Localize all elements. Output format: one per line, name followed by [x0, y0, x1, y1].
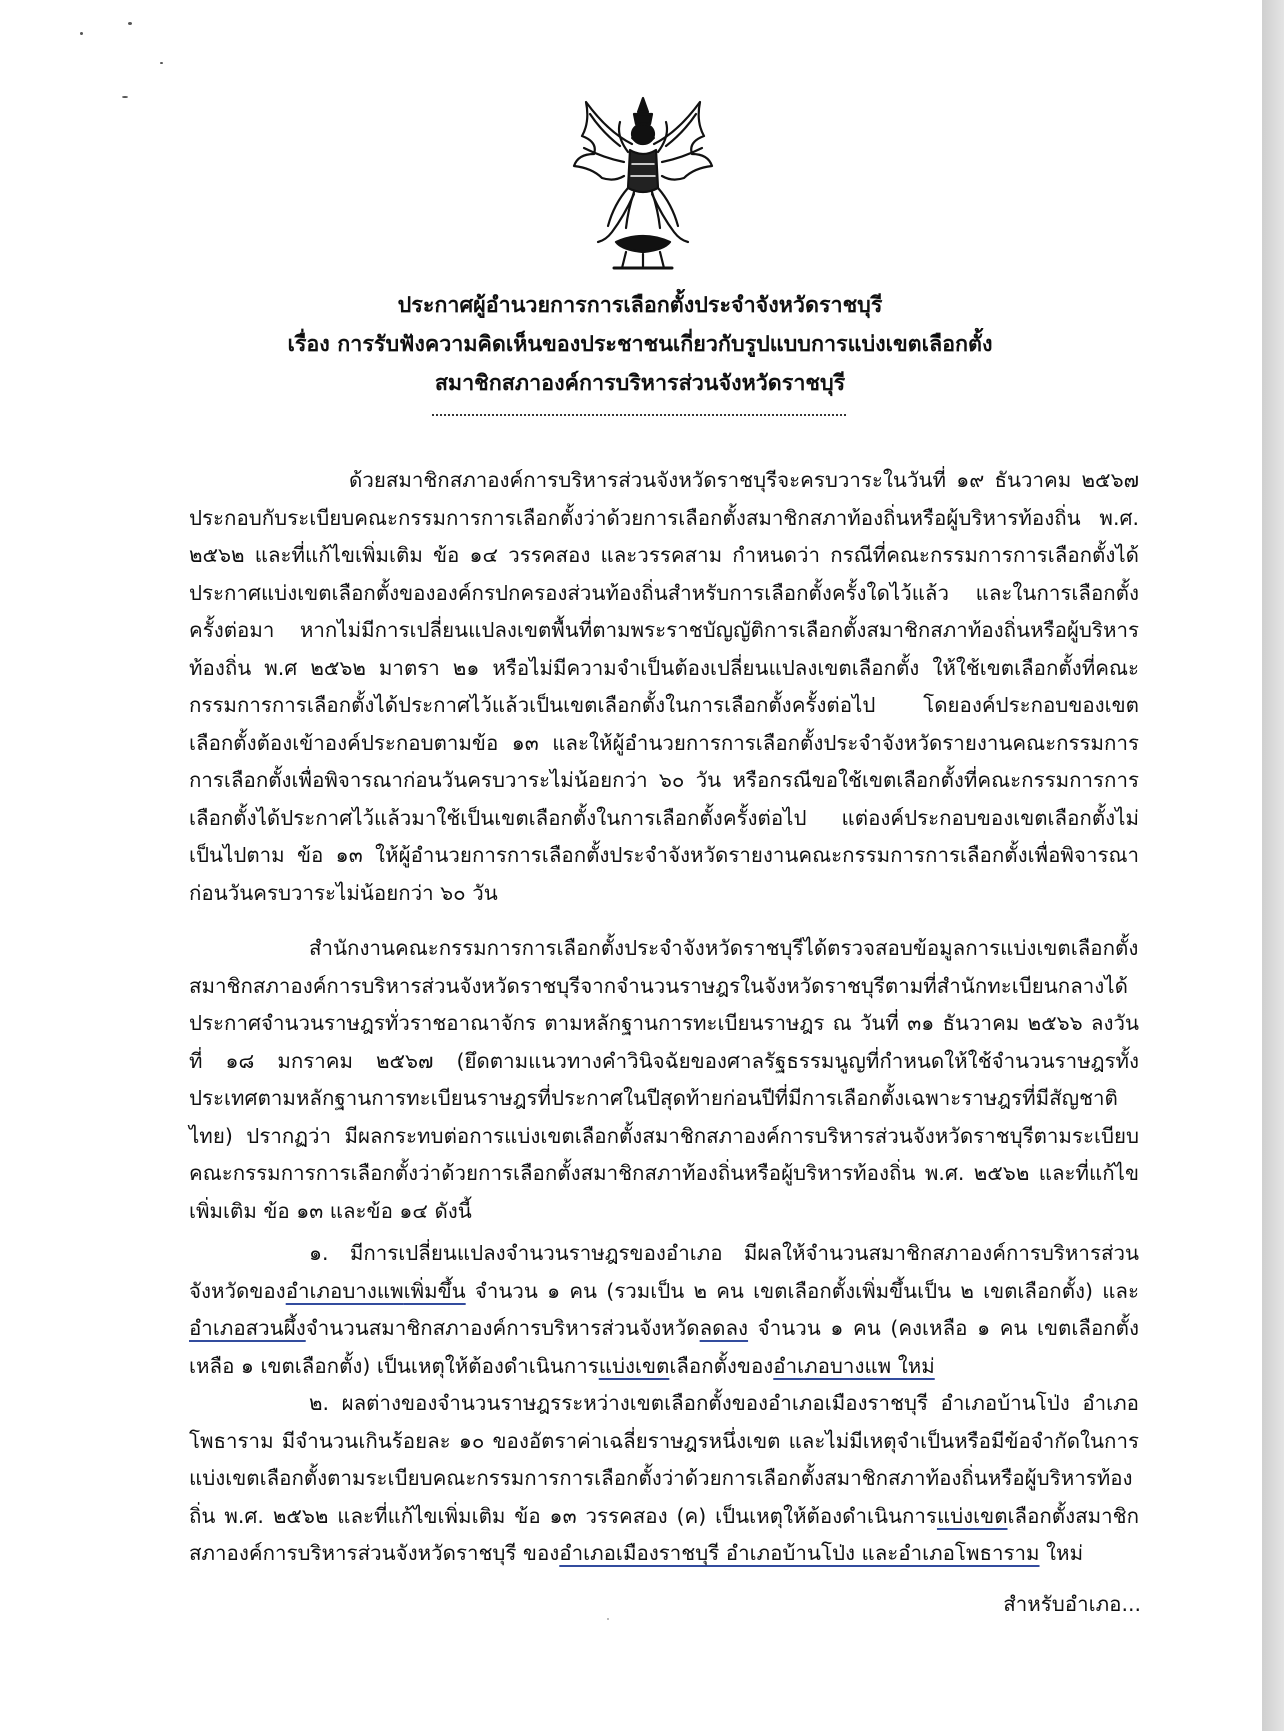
- text-run: จำนวน ๑ คน (รวมเป็น ๒ คน เขตเลือกตั้งเพิ่มขึ้นเป็น ๒ เขตเลือกตั้ง) และ: [465, 1278, 1139, 1303]
- list-item-1: [189, 1235, 1139, 1385]
- list-item-2: [189, 1385, 1139, 1573]
- text-run: ๑. มีการเปลี่ยนแปลงจำนวนราษฎรของอำเภอ มีผลให้จำนวนสมาชิกสภาองค์การบริหารส่วนจังหวัดของ: [189, 1241, 1139, 1303]
- page-edge-shadow: [1262, 0, 1284, 1731]
- underlined-text: ลดลง: [699, 1316, 749, 1340]
- scan-speck: [160, 62, 163, 64]
- paragraph-2: [189, 930, 1139, 1230]
- list-item-text: [189, 1235, 1139, 1385]
- title-line: สมาชิกสภาองค์การบริหารส่วนจังหวัดราชบุรี: [434, 371, 846, 396]
- underlined-text: เพิ่มขึ้น: [403, 1278, 466, 1303]
- text-run: จำนวน ๑ คน (คงเหลือ ๑ คน เขตเลือกตั้งเหลือ ๑ เขตเลือกตั้ง) เป็นเหตุให้ต้องดำเนินการ: [189, 1316, 1139, 1378]
- paragraph-1: [189, 462, 1139, 912]
- scan-mark: [607, 1618, 609, 1620]
- text-run: เลือกตั้งสมาชิกสภาองค์การบริหารส่วนจังหวัดราชบุรี ของ: [189, 1503, 1139, 1565]
- underlined-district: อำเภอบางแพ ใหม่: [773, 1353, 935, 1378]
- title-line: ประกาศผู้อำนวยการการเลือกตั้งประจำจังหวัดราชบุรี: [397, 293, 883, 318]
- scan-speck: [80, 32, 83, 35]
- continuation-note: สำหรับอำเภอ...: [1003, 1592, 1141, 1616]
- text-run: เลือกตั้งของ: [669, 1353, 774, 1378]
- underlined-text: แบ่งเขต: [598, 1353, 670, 1378]
- garuda-emblem-icon: [568, 92, 718, 272]
- scan-speck: [128, 22, 132, 25]
- underlined-text: แบ่งเขต: [936, 1503, 1008, 1528]
- underlined-district: อำเภอบางแพ: [285, 1278, 404, 1303]
- underlined-district: อำเภอสวนผึ้ง: [189, 1316, 306, 1340]
- dotted-divider: [432, 414, 846, 416]
- list-item-text: [189, 1385, 1139, 1573]
- title-subject: เรื่อง การรับฟังความคิดเห็นของประชาชนเกี่ยวกับรูปแบบการแบ่งเขตเลือกตั้ง: [287, 332, 993, 357]
- paragraph-text: สำนักงานคณะกรรมการการเลือกตั้งประจำจังหวัดราชบุรีได้ตรวจสอบข้อมูลการแบ่งเขตเลือกตั้งสมาชิกสภาองค์การบริหารส่วนจังหวัดราชบุรีจากจำนวนราษฎรในจังหวัดราชบุรีตามที่สำนักทะเบียนกลางได้ประกาศจำนวนราษฎรทั่วราชอาณาจักร ตามหลักฐานการทะเบียนราษฎร ณ วันที่ ๓๑ ธันวาคม ๒๕๖๖ ลงวันที่ ๑๘ มกราคม ๒๕๖๗ (ยึดตามแนวทางคำวินิจฉัยของศาลรัฐธรรมนูญที่กำหนดให้ใช้จำนวนราษฎรทั้งประเทศตามหลักฐานการทะเบียนราษฎรที่ประกาศในปีสุดท้ายก่อนปีที่มีการเลือกตั้งเฉพาะราษฎรที่มีสัญชาติไทย) ปรากฏว่า มีผลกระทบต่อการแบ่งเขตเลือกตั้งสมาชิกสภาองค์การบริหารส่วนจังหวัดราชบุรีตามระเบียบคณะกรรมการการเลือกตั้งว่าด้วยการเลือกตั้งสมาชิกสภาท้องถิ่นหรือผู้บริหารท้องถิ่น พ.ศ. ๒๕๖๒ และที่แก้ไขเพิ่มเติม ข้อ ๑๓ และข้อ ๑๔ ดังนี้: [189, 936, 1139, 1223]
- scan-speck: [122, 96, 128, 98]
- paragraph-text: ด้วยสมาชิกสภาองค์การบริหารส่วนจังหวัดราชบุรีจะครบวาระในวันที่ ๑๙ ธันวาคม ๒๕๖๗ ประกอบกับระเบียบคณะกรรมการการเลือกตั้งว่าด้วยการเลือกตั้งสมาชิกสภาท้องถิ่นหรือผู้บริหารท้องถิ่น พ.ศ. ๒๕๖๒ และที่แก้ไขเพิ่มเติม ข้อ ๑๔ วรรคสอง และวรรคสาม กำหนดว่า กรณีที่คณะกรรมการการเลือกตั้งได้ประกาศแบ่งเขตเลือกตั้งขององค์กรปกครองส่วนท้องถิ่นสำหรับการเลือกตั้งครั้งใดไว้แล้ว และในการเลือกตั้งครั้งต่อมา หากไม่มีการเปลี่ยนแปลงเขตพื้นที่ตามพระราชบัญญัติการเลือกตั้งสมาชิกสภาท้องถิ่นหรือผู้บริหารท้องถิ่น พ.ศ ๒๕๖๒ มาตรา ๒๑ หรือไม่มีความจำเป็นต้องเปลี่ยนแปลงเขตเลือกตั้ง ให้ใช้เขตเลือกตั้งที่คณะกรรมการการเลือกตั้งได้ประกาศไว้แล้วเป็นเขตเลือกตั้งในการเลือกตั้งครั้งต่อไป โดยองค์ประกอบของเขตเลือกตั้งต้องเข้าองค์ประกอบตามข้อ ๑๓ และให้ผู้อำนวยการการเลือกตั้งประจำจังหวัดรายงานคณะกรรมการการเลือกตั้งเพื่อพิจารณาก่อนวันครบวาระไม่น้อยกว่า ๖๐ วัน หรือกรณีขอใช้เขตเลือกตั้งที่คณะกรรมการการเลือกตั้งได้ประกาศไว้แล้วมาใช้เป็นเขตเลือกตั้งในการเลือกตั้งครั้งต่อไป แต่องค์ประกอบของเขตเลือกตั้งไม่เป็นไปตาม ข้อ ๑๓ ให้ผู้อำนวยการการเลือกตั้งประจำจังหวัดรายงานคณะกรรมการการเลือกตั้งเพื่อพิจารณาก่อนวันครบวาระไม่น้อยกว่า ๖๐ วัน: [189, 468, 1139, 905]
- announcement-title: [120, 286, 1160, 403]
- underlined-district: อำเภอเมืองราชบุรี อำเภอบ้านโป่ง และอำเภอโพธาราม: [559, 1541, 1040, 1565]
- text-run: จำนวนสมาชิกสภาองค์การบริหารส่วนจังหวัด: [305, 1316, 700, 1340]
- text-run: ๒. ผลต่างของจำนวนราษฎรระหว่างเขตเลือกตั้งของอำเภอเมืองราชบุรี อำเภอบ้านโป่ง อำเภอโพธาราม มีจำนวนเกินร้อยละ ๑๐ ของอัตราค่าเฉลี่ยราษฎรหนึ่งเขต และไม่มีเหตุจำเป็นหรือมีข้อจำกัดในการแบ่งเขตเลือกตั้งตามระเบียบคณะกรรมการการเลือกตั้งว่าด้วยการเลือกตั้งสมาชิกสภาท้องถิ่นหรือผู้บริหารท้องถิ่น พ.ศ. ๒๕๖๒ และที่แก้ไขเพิ่มเติม ข้อ ๑๓ วรรคสอง (ค) เป็นเหตุให้ต้องดำเนินการ: [189, 1391, 1139, 1528]
- text-run: ใหม่: [1039, 1541, 1084, 1565]
